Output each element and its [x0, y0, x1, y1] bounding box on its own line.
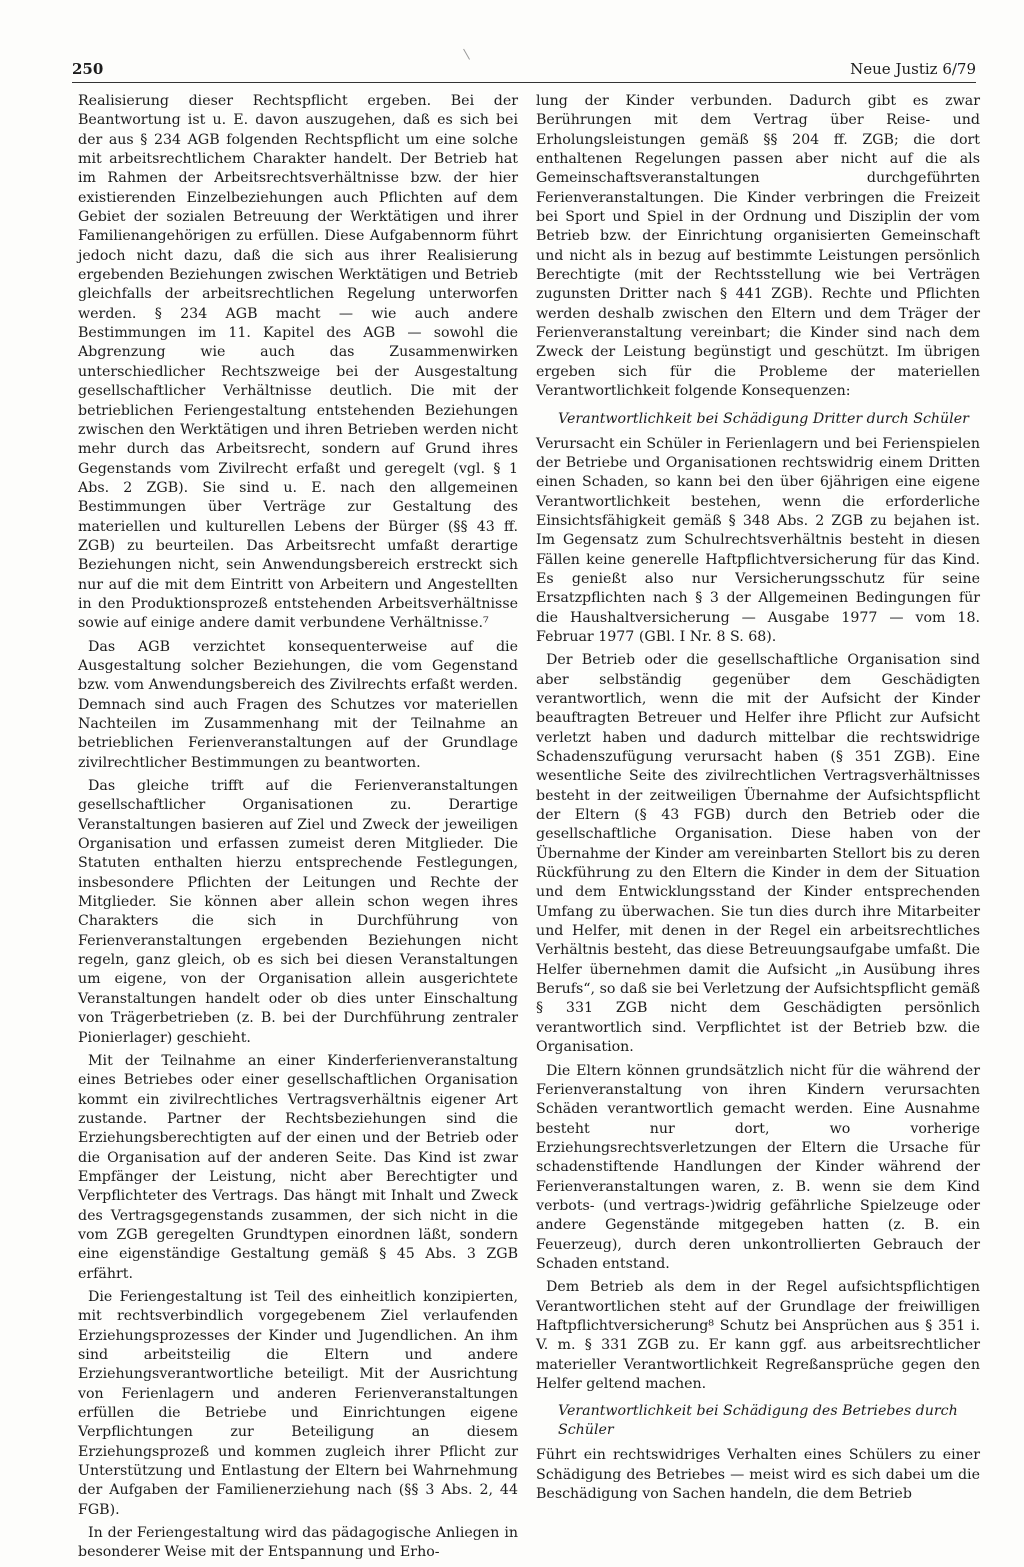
paragraph: Mit der Teilnahme an einer Kinderferienveranstaltung eines Betriebes oder einer gesellschaftlichen Organisation kommt ein zivilrechtliches Vertragsverhältnis eigener Art zustande. Partner der Rechtsbeziehungen sind die Erziehungsberechtigten auf der einen und der Betrieb oder die Organisation auf der anderen Seite. Das Kind ist zwar Empfänger der Leistung, nicht aber Berechtigter und Verpflichteter des Vertrags. Das hängt mit Inhalt und Zweck des Vertragsgegenstands zusammen, der sich nicht in die vom ZGB geregelten Grundtypen einordnen läßt, sondern eine eigenständige Gestaltung gemäß § 45 Abs. 3 ZGB erfährt.: [78, 1052, 518, 1282]
journal-issue: Neue Justiz 6/79: [850, 60, 976, 78]
left-column: [78, 92, 518, 1567]
section-heading: Verantwortlichkeit bei Schädigung Dritter durch Schüler: [558, 410, 969, 427]
scan-mark: [463, 48, 471, 59]
paragraph: Dem Betrieb als dem in der Regel aufsichtspflichtigen Verantwortlichen steht auf der Grundlage der freiwilligen Haftpflichtversicherung⁸ Schutz bei Ansprüchen aus § 351 i. V. m. § 331 ZGB zu. Er kann ggf. aus arbeitsrechtlicher materieller Verantwortlichkeit Regreßansprüche gegen den Helfer geltend machen.: [536, 1279, 980, 1392]
paragraph: Der Betrieb oder die gesellschaftliche Organisation sind aber selbständig gegenüber dem Geschädigten verantwortlich, wenn die mit der Aufsicht der Kinder beauftragten Betreuer und Helfer ihre Pflicht zur Aufsicht verletzt haben und dadurch mittelbar die rechtswidrige Schadenszufügung verursacht haben (§ 351 ZGB). Eine wesentliche Seite des zivilrechtlichen Vertragsverhältnisses besteht in der zeitweiligen Übernahme der Aufsichtspflicht der Eltern (§ 43 FGB) durch den Betrieb oder die gesellschaftliche Organisation. Diese haben von der Übernahme der Kinder am vereinbarten Stellort bis zu deren Rückführung zu den Eltern die Kinder in dem der Situation und dem Entwicklungsstand der Kinder entsprechenden Umfang zu überwachen. Sie tun dies durch ihre Mitarbeiter und Helfer, mit denen in der Regel ein arbeitsrechtliches Verhältnis besteht, das diese Betreuungsaufgabe umfaßt. Die Helfer übernehmen damit die Aufsicht „in Ausübung ihres Berufs“, so daß sie bei Verletzung der Aufsichtspflicht gemäß § 331 ZGB nicht dem Geschädigten persönlich verantwortlich sind. Verpflichtet ist der Betrieb bzw. die Organisation.: [536, 652, 980, 1056]
page-header: [72, 60, 976, 82]
paragraph: Führt ein rechtswidriges Verhalten eines Schülers zu einer Schädigung des Betriebes — meist wird es sich dabei um die Beschädigung von Sachen handeln, die dem Betrieb: [536, 1447, 980, 1503]
right-column: [536, 92, 980, 1508]
paragraph: Realisierung dieser Rechtspflicht ergeben. Bei der Beantwortung ist u. E. davon auszugehen, daß es sich bei der aus § 234 AGB folgenden Rechtspflicht um eine solche mit arbeitsrechtlichem Charakter handelt. Der Betrieb hat im Rahmen der Arbeitsrechtsverhältnisse bzw. der hier existierenden Einzelbeziehungen auch Pflichten auf dem Gebiet der sozialen Betreuung der Werktätigen und ihrer Familienangehörigen zu erfüllen. Diese Aufgabennorm führt jedoch nicht dazu, daß die sich aus ihrer Realisierung ergebenden Beziehungen zwischen Werktätigen und Betrieb gleichfalls der arbeitsrechtlichen Regelung unterworfen werden. § 234 AGB macht — wie auch andere Bestimmungen im 11. Kapitel des AGB — sowohl die Abgrenzung wie auch das Zusammenwirken unterschiedlicher Rechtszweige bei der Ausgestaltung gesellschaftlicher Verhältnisse deutlich. Die mit der betrieblichen Feriengestaltung entstehenden Beziehungen zwischen den Werktätigen und ihren Betrieben werden nicht mehr durch das Arbeitsrecht, sondern auf Grund ihres Gegenstands vom Zivilrecht erfaßt und geregelt (vgl. § 1 Abs. 2 ZGB). Sie sind u. E. nach den allgemeinen Bestimmungen über Verträge zur Gestaltung des materiellen und kulturellen Lebens der Bürger (§§ 43 ff. ZGB) zu beurteilen. Das Arbeitsrecht umfaßt derartige Beziehungen nicht, sein Anwendungsbereich erstreckt sich nur auf die mit dem Eintritt von Arbeitern und Angestellten in den Produktionsprozeß entstehenden Arbeitsverhältnisse sowie auf einige andere damit verbundene Verhältnisse.⁷: [78, 93, 518, 632]
paragraph: lung der Kinder verbunden. Dadurch gibt es zwar Berührungen mit dem Vertrag über Reise- und Erholungsleistungen gemäß §§ 204 ff. ZGB; die dort enthaltenen Regelungen passen aber nicht auf die als Gemeinschaftsveranstaltungen durchgeführten Ferienveranstaltungen. Die Kinder verbringen die Freizeit bei Sport und Spiel in der Ordnung und Disziplin der vom Betrieb bzw. der Einrichtung organisierten Gemeinschaft und nicht als in bezug auf bestimmte Leistungen persönlich Berechtigte (mit der Rechtsstellung wie bei Verträgen zugunsten Dritter nach § 441 ZGB). Rechte und Pflichten werden deshalb zwischen den Eltern und dem Träger der Ferienveranstaltung vereinbart; die Kinder sind nach dem Zweck der Leistung begünstigt und geschützt. Im übrigen ergeben sich für die Probleme der materiellen Verantwortlichkeit folgende Konsequenzen:: [536, 93, 980, 400]
paragraph: Verursacht ein Schüler in Ferienlagern und bei Ferienspielen der Betriebe und Organisationen rechtswidrig einem Dritten einen Schaden, so kann bei den über 6jährigen eine eigene Verantwortlichkeit bestehen, wenn die erforderliche Einsichtsfähigkeit gemäß § 348 Abs. 2 ZGB zu bejahen ist. Im Gegensatz zum Schulrechtsverhältnis besteht in diesen Fällen keine generelle Haftpflichtversicherung für das Kind. Es genießt also nur Versicherungsschutz für seine Ersatzpflichten nach § 3 der Allgemeinen Bedingungen für die Haushaltversicherung — Ausgabe 1977 — vom 18. Februar 1977 (GBl. I Nr. 8 S. 68).: [536, 435, 980, 645]
paragraph: Das gleiche trifft auf die Ferienveranstaltungen gesellschaftlicher Organisationen zu. Derartige Veranstaltungen basieren auf Ziel und Zweck der jeweiligen Organisation und erfassen zumeist deren Mitglieder. Die Statuten enthalten hierzu entsprechende Festlegungen, insbesondere Pflichten der Leitungen und Rechte der Mitglieder. Sie können aber allein schon wegen ihres Charakters die sich in Durchführung von Ferienveranstaltungen ergebenden Beziehungen nicht regeln, ganz gleich, ob es sich bei diesen Veranstaltungen um eigene, von der Organisation allein ausgerichtete Veranstaltungen handelt oder ob dies unter Einschaltung von Trägerbetrieben (z. B. bei der Durchführung zentraler Pionierlager) geschieht.: [78, 778, 518, 1046]
header-rule: [72, 82, 976, 83]
paragraph: Das AGB verzichtet konsequenterweise auf die Ausgestaltung solcher Beziehungen, die vom Gegenstand bzw. vom Anwendungsbereich des Zivilrechts erfaßt werden. Demnach sind auch Fragen des Schutzes vor materiellen Nachteilen im Zusammenhang mit der Teilnahme an betrieblichen Ferienveranstaltungen auf der Grundlage zivilrechtlicher Bestimmungen zu beantworten.: [78, 638, 518, 771]
paragraph: Die Feriengestaltung ist Teil des einheitlich konzipierten, mit rechtsverbindlich vorgegebenem Ziel verlaufenden Erziehungsprozesses der Kinder und Jugendlichen. An ihm sind arbeitsteilig die Eltern und andere Erziehungsverantwortliche beteiligt. Mit der Ausrichtung von Ferienlagern und anderen Ferienveranstaltungen erfüllen die Betriebe und Einrichtungen eigene Verpflichtungen zur Beteiligung an diesem Erziehungsprozeß und kommen zugleich ihrer Pflicht zur Unterstützung und Entlastung der Eltern bei Wahrnehmung der Aufgaben der Familienerziehung nach (§§ 3 Abs. 2, 44 FGB).: [78, 1288, 518, 1518]
paragraph: Die Eltern können grundsätzlich nicht für die während der Ferienveranstaltung von ihren Kindern verursachten Schäden verantwortlich gemacht werden. Eine Ausnahme besteht nur dort, wo vorherige Erziehungsrechtsverletzungen der Eltern die Ursache für schadenstiftende Handlungen der Kinder während der Ferienveranstaltungen waren, z. B. wenn sie dem Kind verbots- (und vertrags-)widrig gefährliche Spielzeuge oder andere Gegenstände mitgegeben hatten (z. B. ein Feuerzeug), durch deren unkontrollierten Gebrauch der Schaden entstand.: [536, 1062, 980, 1272]
paragraph: In der Feriengestaltung wird das pädagogische Anliegen in besonderer Weise mit der Entspannung und Erho-: [78, 1525, 518, 1561]
page-number: 250: [72, 60, 104, 78]
section-heading: Verantwortlichkeit bei Schädigung des Betriebes durch Schüler: [558, 1403, 958, 1439]
